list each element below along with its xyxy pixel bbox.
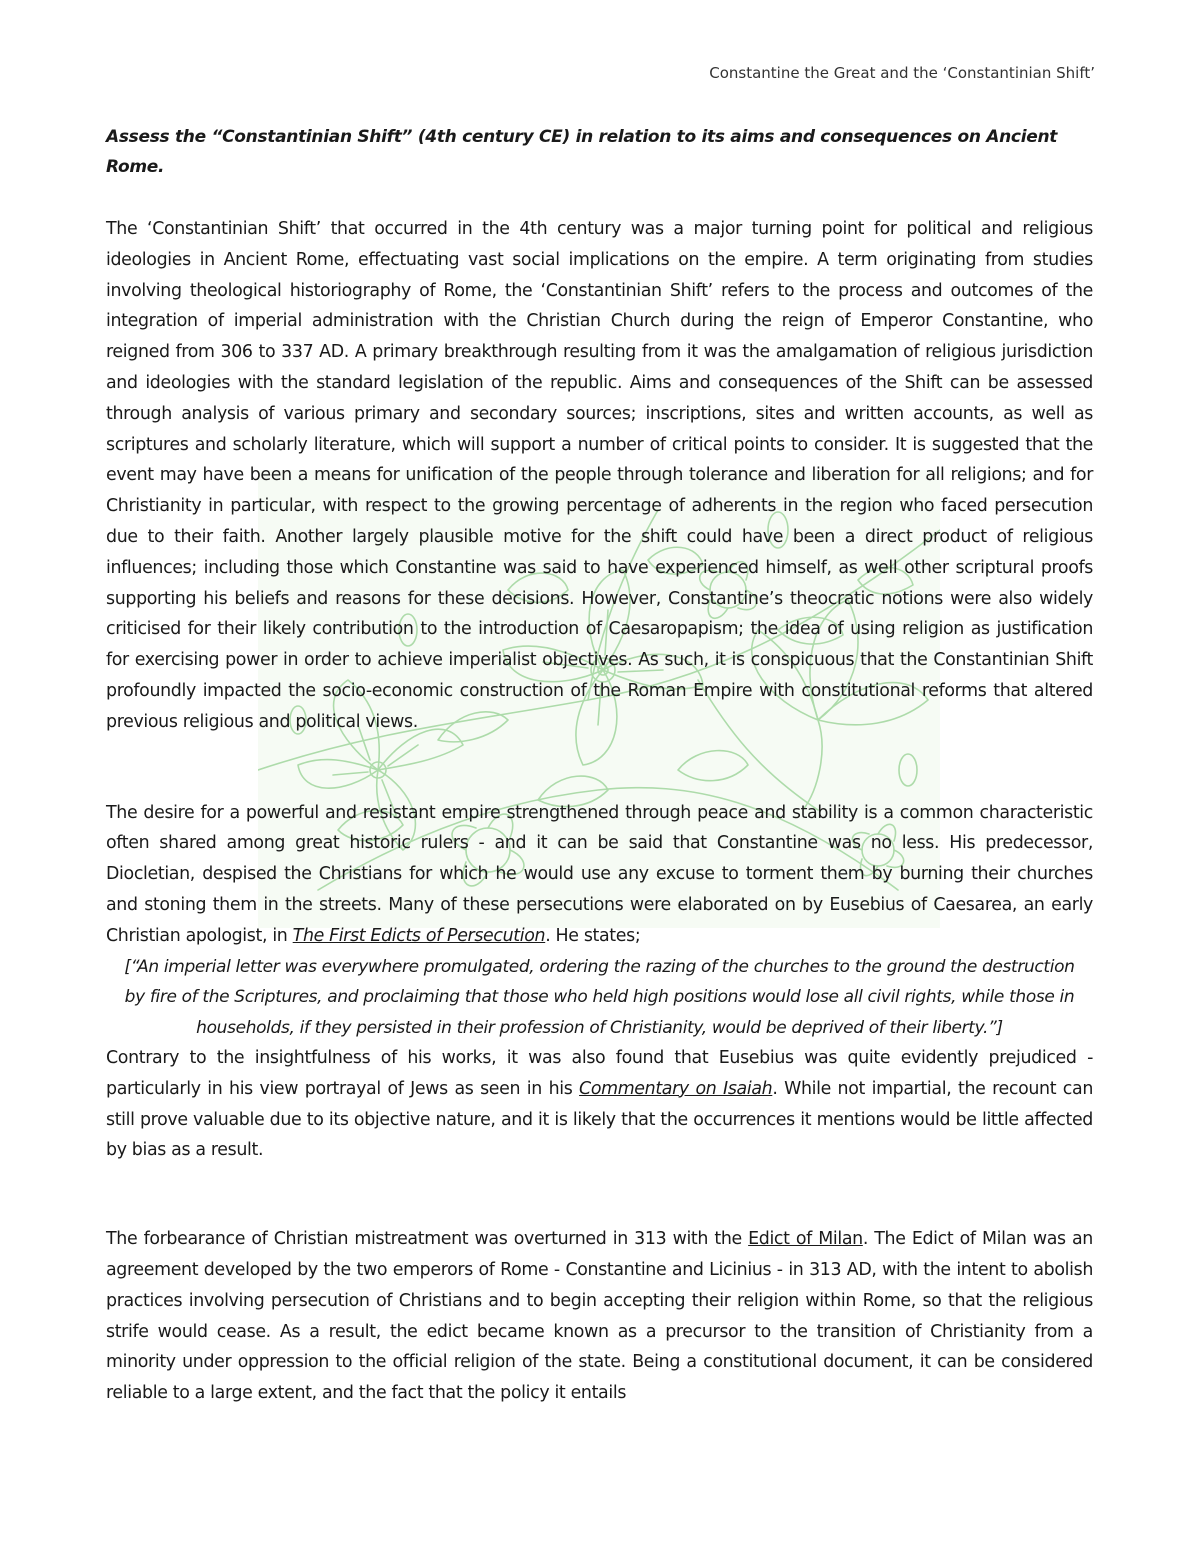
paragraph-spacer bbox=[106, 738, 1093, 798]
paragraph-intro: The ‘Constantinian Shift’ that occurred in the 4th century was a major turning point for political and religious ideologies in Ancient Rome, effectuating vast social implications on the empire. A term originating from studies involving theological historiography of Rome, the ‘Constantinian Shift’ refers to the process and outcomes of the integration of imperial administration with the Christian Church during the reign of Emperor Constantine, who reigned from 306 to 337 AD. A primary breakthrough resulting from it was the amalgamation of religious jurisdiction and ideologies with the standard legislation of the republic. Aims and consequences of the Shift can be assessed through analysis of various primary and secondary sources; inscriptions, sites and written accounts, as well as scriptures and scholarly literature, which will support a number of critical points to consider. It is suggested that the event may have been a means for unification of the people through tolerance and liberation for all religions; and for Christianity in particular, with respect to the growing percentage of adherents in the region who faced persecution due to their faith. Another largely plausible motive for the shift could have been a direct product of religious influences; including those which Constantine was said to have experienced himself, as well other scriptural proofs supporting his beliefs and reasons for these decisions. However, Constantine’s theocratic notions were also widely criticised for their likely contribution to the introduction of Caesaropapism; the idea of using religion as justification for exercising power in order to achieve imperialist objectives. As such, it is conspicuous that the Constantinian Shift profoundly impacted the socio-economic construction of the Roman Empire with constitutional reforms that altered previous religious and political views. bbox=[106, 219, 1093, 732]
citation-first-edicts-link[interactable]: The First Edicts of Persecution bbox=[292, 925, 546, 946]
citation-edict-milan-link[interactable]: Edict of Milan bbox=[748, 1229, 863, 1250]
paragraph-text: . He states; bbox=[545, 925, 641, 946]
paragraph-eusebius bbox=[106, 1043, 1093, 1166]
paragraph-text: The forbearance of Christian mistreatment was overturned in 313 with the bbox=[106, 1229, 749, 1250]
document-body bbox=[106, 122, 1093, 1409]
block-quote: [“An imperial letter was everywhere promulgated, ordering the razing of the churches to the ground the destruction by fire of the Scriptures, and proclaiming that those who held high positions would lose all civil rights, while those in households, if they persisted in their profession of Christianity, would be deprived of their liberty.”] bbox=[124, 956, 1075, 1038]
paragraph-text: The desire for a powerful and resistant empire strengthened through peace and stability is a common characteristic often shared among great historic rulers - and it can be said that Constantine was no less. His predecessor, Diocletian, despised the Christians for which he would use any excuse to torment them by burning their churches and stoning them in the streets. Many of these persecutions were elaborated on by Eusebius of Caesarea, an early Christian apologist, in bbox=[106, 802, 1093, 946]
citation-commentary-isaiah-link[interactable]: Commentary on Isaiah bbox=[579, 1078, 773, 1099]
paragraph-diocletian bbox=[106, 798, 1093, 952]
paragraph-spacer bbox=[106, 1166, 1093, 1224]
paragraph-edict-milan bbox=[106, 1224, 1093, 1409]
running-header: Constantine the Great and the ‘Constantinian Shift’ bbox=[709, 64, 1095, 82]
essay-question: Assess the “Constantinian Shift” (4th century CE) in relation to its aims and consequences on Ancient Rome. bbox=[106, 127, 1058, 177]
paragraph-text: . The Edict of Milan was an agreement developed by the two emperors of Rome - Constantine and Licinius - in 313 AD, with the intent to abolish practices involving persecution of Christians and to begin accepting their religion within Rome, so that the religious strife would cease. As a result, the edict became known as a precursor to the transition of Christianity from a minority under oppression to the official religion of the state. Being a constitutional document, it can be considered reliable to a large extent, and the fact that the policy it entails bbox=[106, 1229, 1093, 1404]
paragraph-text: . While not impartial, the recount can still prove valuable due to its objective nature, and it is likely that the occurrences it mentions would be little affected by bias as a result. bbox=[106, 1078, 1093, 1161]
paragraph-text: Contrary to the insightfulness of his works, it was also found that Eusebius was quite evidently prejudiced - particularly in his view portrayal of Jews as seen in his bbox=[106, 1048, 1093, 1099]
